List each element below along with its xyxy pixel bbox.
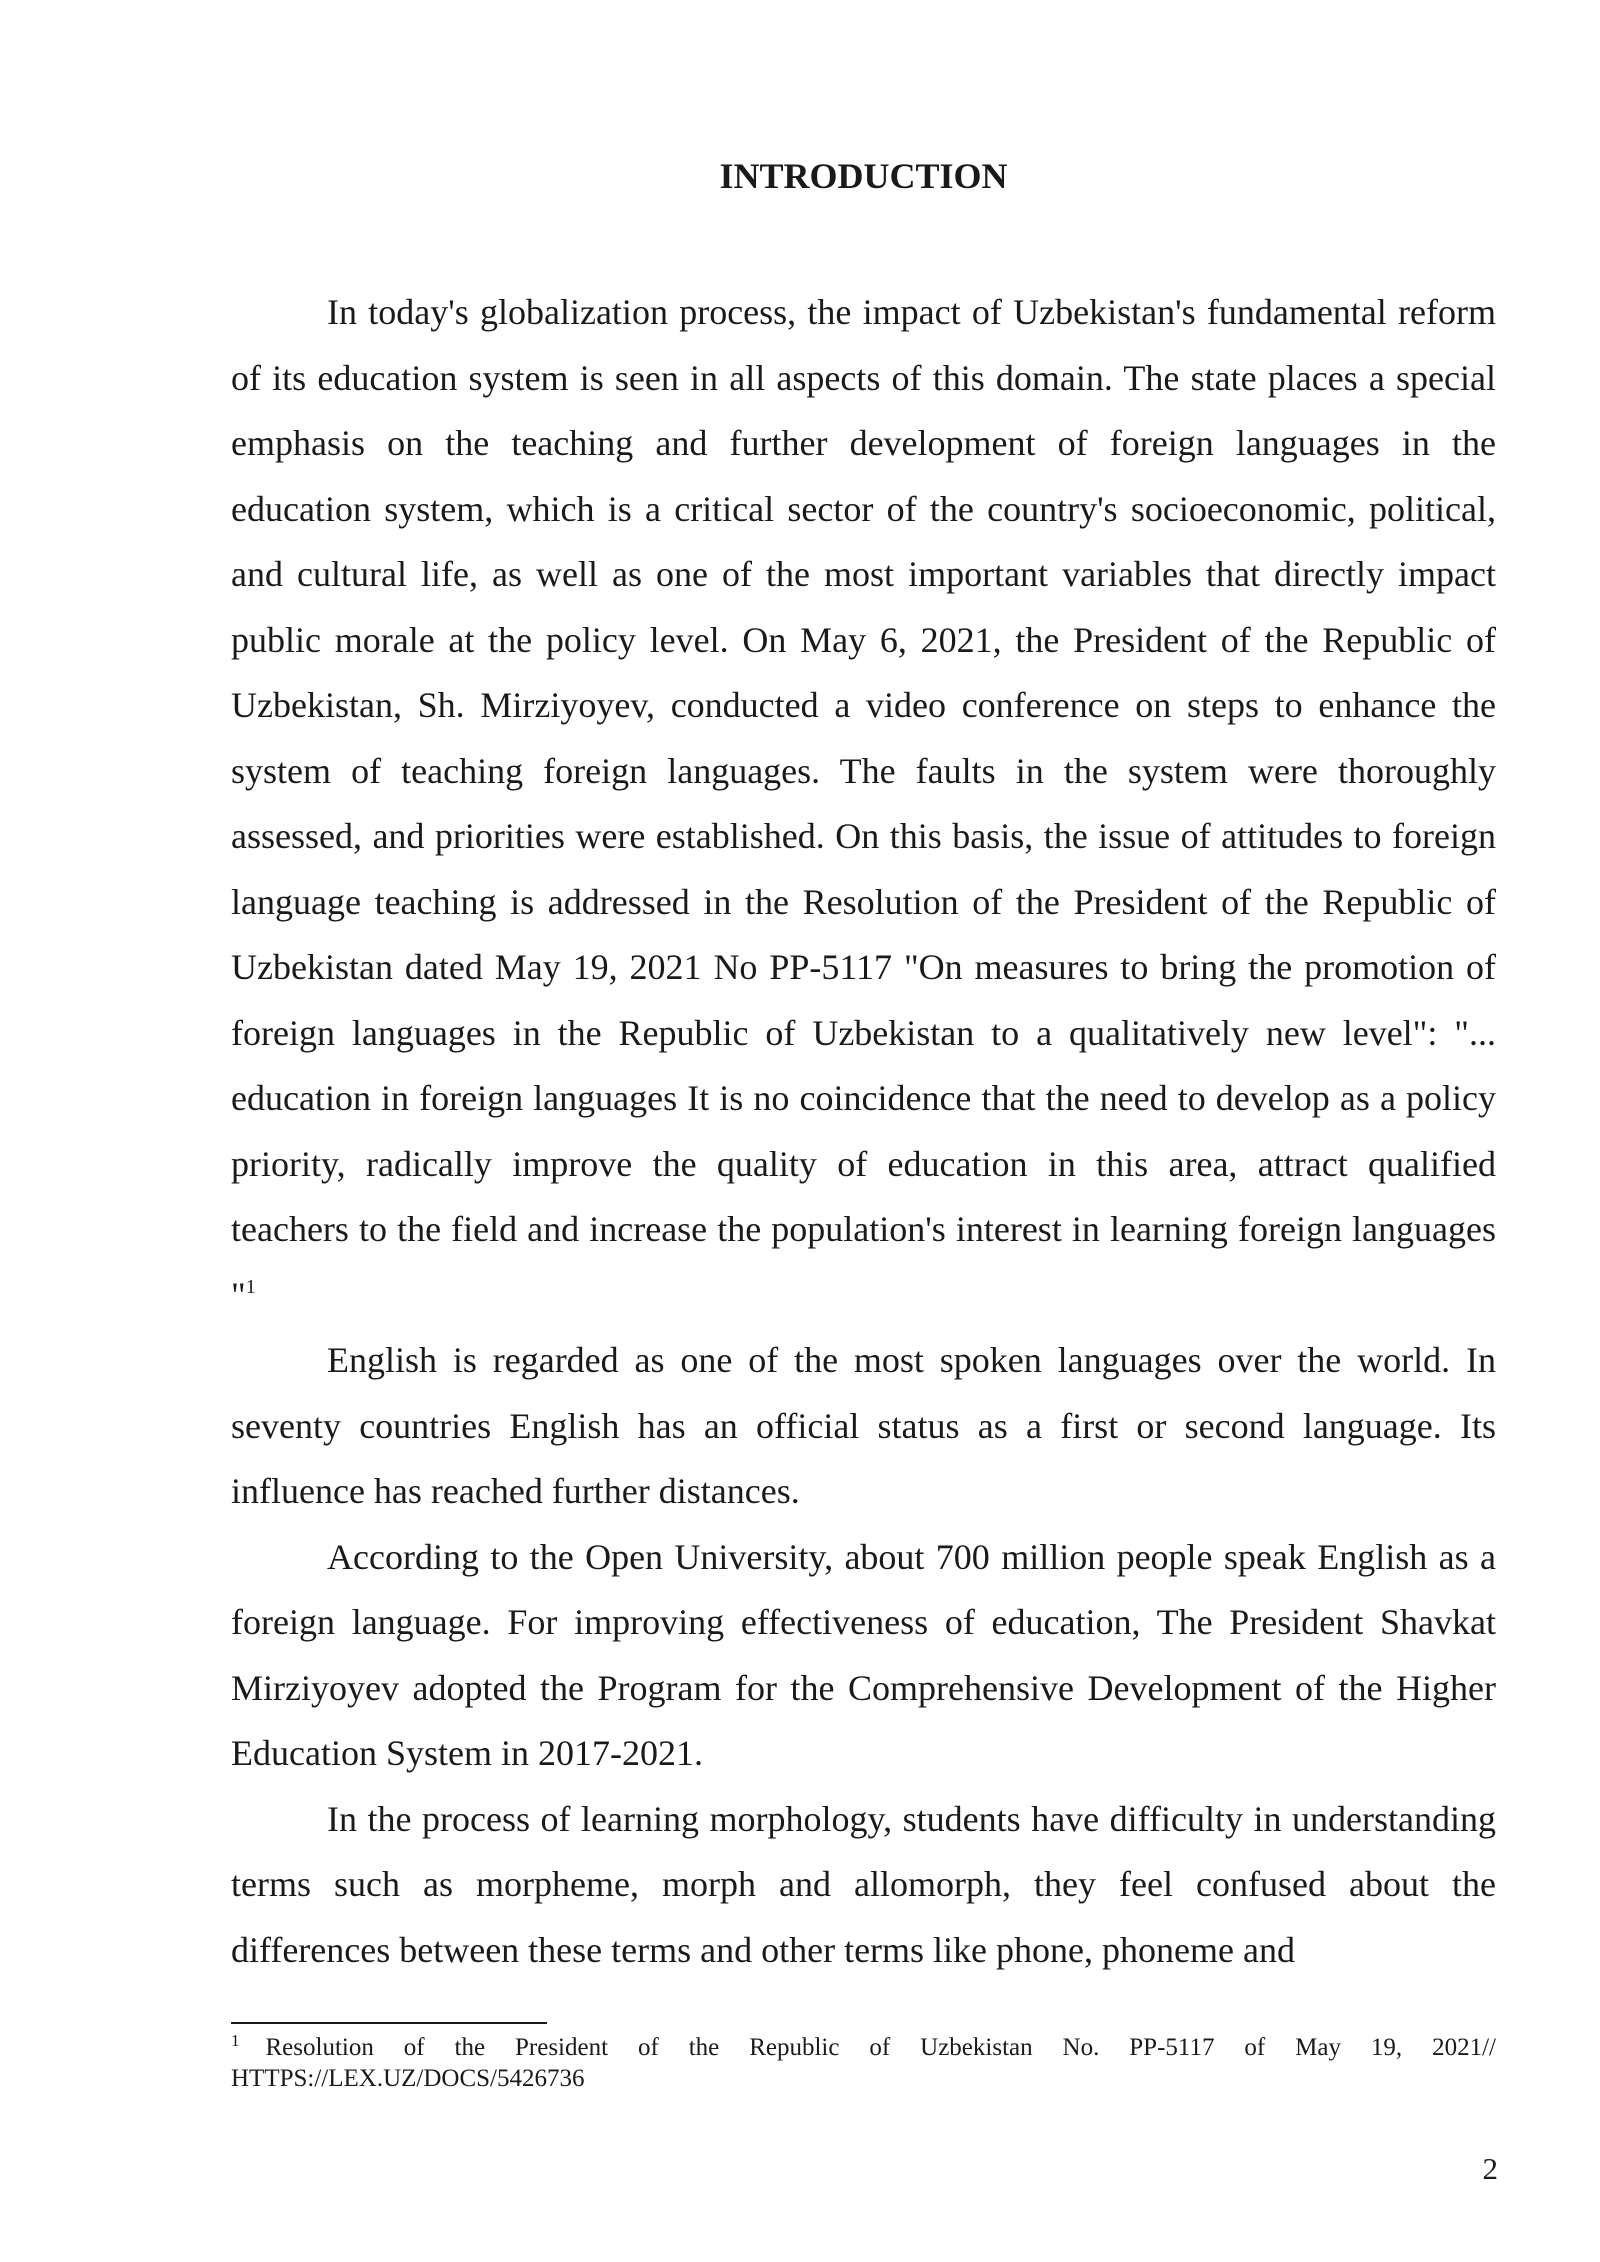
body-text	[231, 280, 1496, 1983]
paragraph-text: In today's globalization process, the impact of Uzbekistan's fundamental reform of its education system is seen in all aspects of this domain. The state places a special emphasis on the teaching and further development of foreign languages in the education system, which is a critical sector of the country's socioeconomic, political, and cultural life, as well as one of the most important variables that directly impact public morale at the policy level. On May 6, 2021, the President of the Republic of Uzbekistan, Sh. Mirziyoyev, conducted a video conference on steps to enhance the system of teaching foreign languages. The faults in the system were thoroughly assessed, and priorities were established. On this basis, the issue of attitudes to foreign language teaching is addressed in the Resolution of the President of the Republic of Uzbekistan dated May 19, 2021 No PP-5117 "On measures to bring the promotion of foreign languages in the Republic of Uzbekistan to a qualitatively new level": "... education in foreign languages It is no coincidence that the need to develop as a policy priority, radically improve the quality of education in this area, attract qualified teachers to the field and increase the population's interest in learning foreign languages "	[231, 292, 1496, 1315]
footnote-url: HTTPS://LEX.UZ/DOCS/5426736	[231, 2065, 585, 2092]
paragraph: In the process of learning morphology, students have difficulty in understanding terms such as morpheme, morph and allomorph, they feel confused about the differences between these terms and other terms like phone, phoneme and	[231, 1798, 1496, 1970]
footnote	[231, 2032, 1496, 2063]
paragraph: According to the Open University, about 700 million people speak English as a foreign language. For improving effectiveness of education, The President Shavkat Mirziyoyev adopted the Program for the Comprehensive Development of the Higher Education System in 2017-2021.	[231, 1536, 1496, 1773]
paragraph	[231, 280, 1496, 1328]
page-number: 2	[1482, 2151, 1498, 2186]
footnote-text: Resolution of the President of the Republic of Uzbekistan No. PP-5117 of May 19, 2021//	[265, 2034, 1496, 2061]
footnote-number: 1	[231, 2031, 240, 2050]
paragraph: English is regarded as one of the most spoken languages over the world. In seventy countries English has an official status as a first or second language. Its influence has reached further distances.	[231, 1340, 1496, 1511]
footnote-separator	[231, 2022, 547, 2024]
footnote-reference[interactable]: 1	[245, 1275, 256, 1298]
section-heading: INTRODUCTION	[719, 156, 1008, 196]
